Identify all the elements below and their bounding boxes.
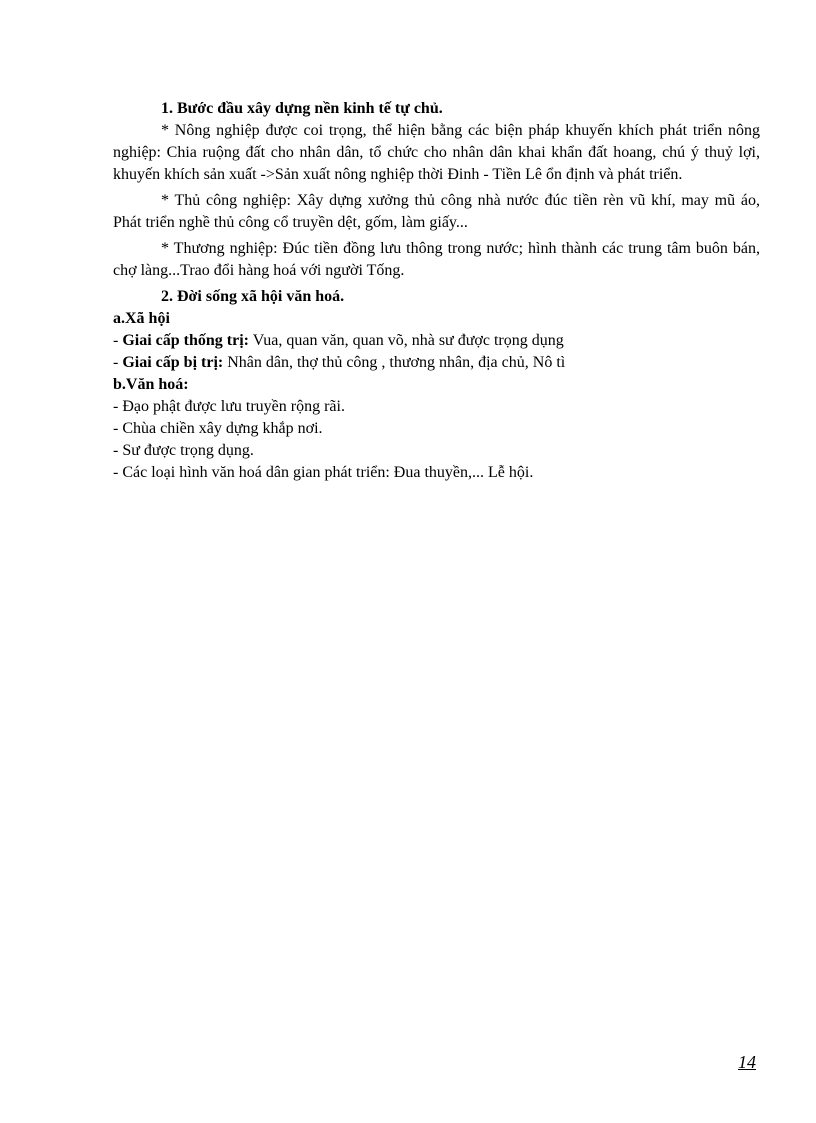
society-heading: a.Xã hội (113, 310, 170, 327)
ruling-class-line (113, 330, 760, 352)
section-1-heading: 1. Bước đầu xây dựng nền kinh tế tự chủ. (161, 100, 443, 117)
document-page (113, 98, 760, 484)
culture-item: - Đạo phật được lưu truyền rộng rãi. (113, 398, 345, 415)
section-2-heading: 2. Đời sống xã hội văn hoá. (161, 288, 345, 305)
culture-heading: b.Văn hoá: (113, 376, 189, 393)
ruled-class-text: Nhân dân, thợ thủ công , thương nhân, địa chủ, Nô tì (223, 354, 566, 371)
handicraft-paragraph: * Thủ công nghiệp: Xây dựng xưởng thủ công nhà nước đúc tiền rèn vũ khí, may mũ áo, Phát triển nghề thủ công cổ truyền dệt, gốm, làm giấy... (113, 192, 760, 231)
ruled-class-label: Giai cấp bị trị: (122, 354, 224, 371)
culture-item: - Các loại hình văn hoá dân gian phát triển: Đua thuyền,... Lễ hội. (113, 464, 534, 481)
ruling-class-prefix: - (113, 332, 123, 349)
ruled-class-line (113, 352, 760, 374)
ruling-class-text: Vua, quan văn, quan võ, nhà sư được trọng dụng (249, 332, 564, 349)
commerce-paragraph: * Thương nghiệp: Đúc tiền đồng lưu thông trong nước; hình thành các trung tâm buôn bán, chợ làng...Trao đổi hàng hoá với người Tống. (113, 240, 760, 279)
culture-item: - Chùa chiền xây dựng khắp nơi. (113, 420, 323, 437)
agriculture-paragraph: * Nông nghiệp được coi trọng, thể hiện bằng các biện pháp khuyến khích phát triển nông nghiệp: Chia ruộng đất cho nhân dân, tổ chức cho nhân dân khai khẩn đất hoang, chú ý thuỷ lợi, khuyến khích sản xuất ->Sản xuất nông nghiệp thời Đinh - Tiền Lê ổn định và phát triển. (113, 122, 760, 183)
ruling-class-label: Giai cấp thống trị: (122, 332, 249, 349)
culture-item: - Sư được trọng dụng. (113, 442, 254, 459)
ruled-class-prefix: - (113, 354, 123, 371)
page-number: 14 (738, 1052, 756, 1072)
